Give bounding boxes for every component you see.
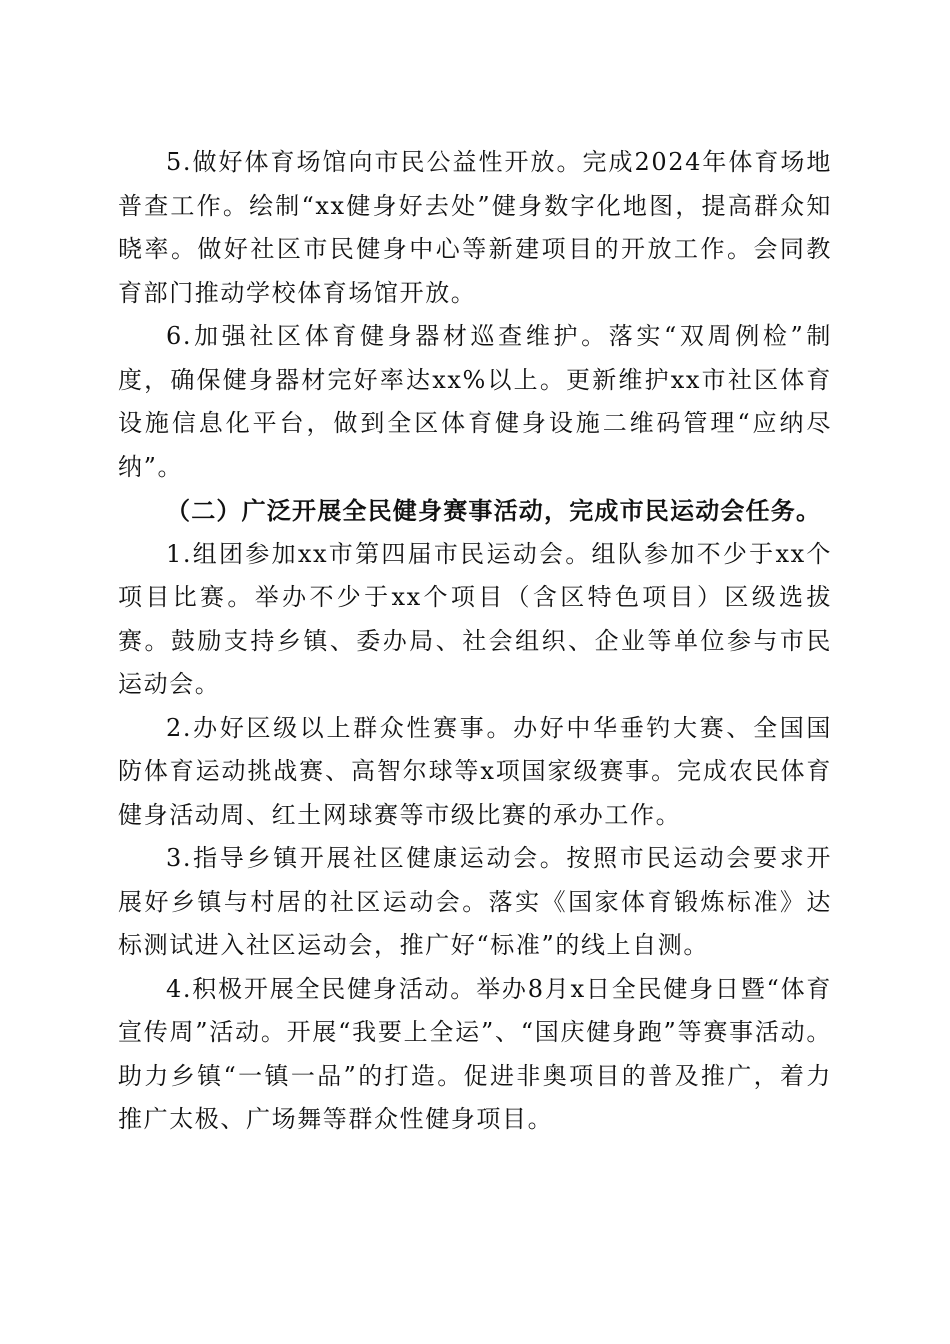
paragraph-item-3: 3.指导乡镇开展社区健康运动会。按照市民运动会要求开展好乡镇与村居的社区运动会。落实《国家体育锻炼标准》达标测试进入社区运动会，推广好“标准”的线上自测。: [118, 844, 832, 959]
paragraph-item-5: 5.做好体育场馆向市民公益性开放。完成2024年体育场地普查工作。绘制“xx健身好去处”健身数字化地图，提高群众知晓率。做好社区市民健身中心等新建项目的开放工作。会同教育部门推动学校体育场馆开放。: [118, 148, 832, 307]
paragraph-item-6: 6.加强社区体育健身器材巡查维护。落实“双周例检”制度，确保健身器材完好率达xx%以上。更新维护xx市社区体育设施信息化平台，做到全区体育健身设施二维码管理“应纳尽纳”。: [118, 322, 832, 481]
paragraph-item-4: 4.积极开展全民健身活动。举办8月x日全民健身日暨“体育宣传周”活动。开展“我要上全运”、“国庆健身跑”等赛事活动。助力乡镇“一镇一品”的打造。促进非奥项目的普及推广，着力推广太极、广场舞等群众性健身项目。: [118, 974, 832, 1133]
paragraph-item-2: 2.办好区级以上群众性赛事。办好中华垂钓大赛、全国国防体育运动挑战赛、高智尔球等x项国家级赛事。完成农民体育健身活动周、红土网球赛等市级比赛的承办工作。: [118, 713, 832, 829]
paragraph-item-1: 1.组团参加xx市第四届市民运动会。组队参加不少于xx个项目比赛。举办不少于xx个项目（含区特色项目）区级选拔赛。鼓励支持乡镇、委办局、社会组织、企业等单位参与市民运动会。: [118, 539, 832, 698]
document-body: [118, 141, 832, 1142]
section-heading-2: （二）广泛开展全民健身赛事活动，完成市民运动会任务。: [166, 496, 822, 525]
